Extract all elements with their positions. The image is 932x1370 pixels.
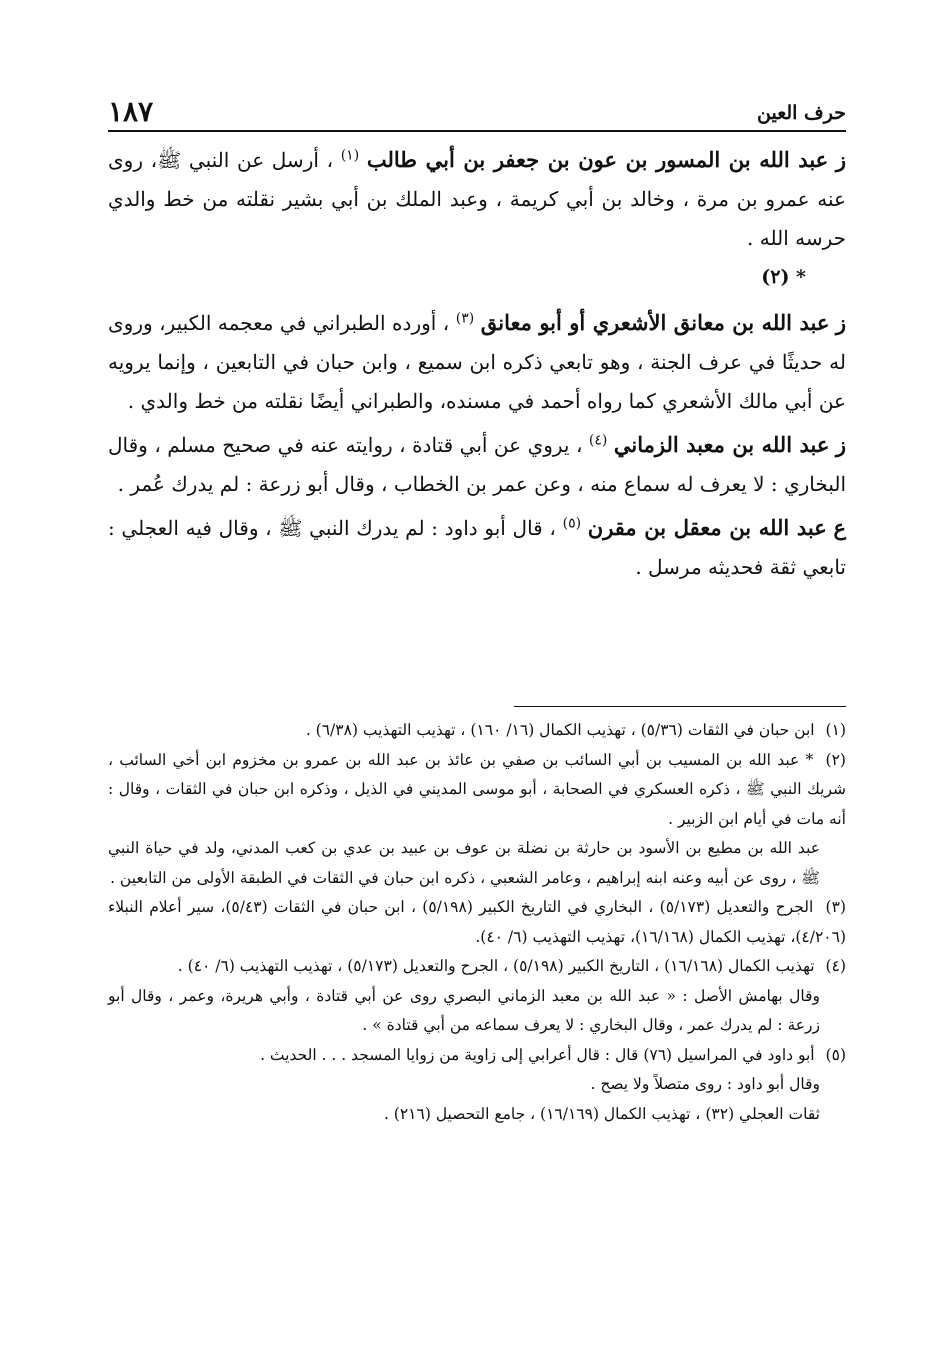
footnote-text: ابن حبان في الثقات (٥/٣٦) ، تهذيب الكمال (١٦/ ١٦٠) ، تهذيب التهذيب (٦/٣٨) .: [305, 721, 815, 739]
entry-2: [108, 303, 846, 421]
entry-name: عبد الله بن معانق الأشعري أو أبو معانق: [480, 310, 830, 335]
page-header: [108, 82, 846, 130]
footnote-text: ثقات العجلي (٣٢) ، تهذيب الكمال (١٦/١٦٩) ، جامع التحصيل (٢١٦) .: [383, 1104, 820, 1123]
footnote-4: [108, 952, 846, 1041]
footnote-ref[interactable]: (١): [340, 147, 360, 164]
entry-name: عبد الله بن معقل بن مقرن: [587, 515, 827, 540]
footnote-text: أبو داود في المراسيل (٧٦) قال : قال أعرابي إلى زاوية من زوايا المسجد . . . الحديث .: [260, 1045, 815, 1064]
main-text: [108, 140, 846, 591]
entry-aside: * (٢): [761, 266, 806, 288]
entry-marker: ز: [835, 432, 847, 457]
entry-name: عبد الله بن المسور بن عون بن جعفر بن أبي طالب: [366, 147, 829, 172]
footnote-ref[interactable]: (٥): [562, 515, 582, 532]
footnote-text: عبد الله بن مطيع بن الأسود بن حارثة بن نضلة بن عوف بن عبيد بن عدي بن كعب المدني، ولد في حياة النبي ﷺ ، روى عن أبيه وعنه ابنه إبراهيم ، وعامر الشعبي ، ذكره ابن حبان في الثقات في الطبقة الأولى من التابعين .: [108, 839, 820, 887]
footnote-text: وقال أبو داود : روى متصلاً ولا يصح .: [590, 1075, 820, 1093]
footnote-text: وقال بهامش الأصل : « عبد الله بن معبد الزماني البصري روى عن أبي قتادة ، وأبي هريرة، وعمر ، وقال أبو زرعة : لم يدرك عمر ، وقال البخاري : لا يعرف سماعه من أبي قتادة » .: [108, 986, 820, 1034]
footnote-3: [108, 893, 846, 952]
entry-3: [108, 425, 846, 504]
entry-text: ، أورده الطبراني في معجمه الكبير، وروى له حديثًا في عرف الجنة ، وهو تابعي ذكره ابن سميع ، وابن حبان في التابعين ، وإنما يرويه عن أبي مالك الأشعري كما رواه أحمد في مسنده، والطبراني أيضًا نقلته من خط والدي .: [108, 311, 846, 413]
entry-text: ، قال أبو داود : لم يدرك النبي ﷺ ، وقال فيه العجلي : تابعي ثقة فحديثه مرسل .: [108, 516, 846, 579]
entry-1: [108, 140, 846, 258]
footnote-ref[interactable]: (٤): [588, 432, 608, 449]
footnote-separator: [514, 706, 846, 707]
footnote-1: [108, 716, 846, 746]
footnote-number: (٥): [825, 1045, 846, 1064]
footnote-number: (١): [825, 721, 846, 739]
entry-marker: ز: [835, 310, 847, 335]
footnote-ref[interactable]: (٣): [455, 310, 475, 327]
entry-name: عبد الله بن معبد الزماني: [613, 432, 830, 457]
header-rule: [108, 130, 846, 132]
entry-4: [108, 508, 846, 587]
entry-text: ، أرسل عن النبي ﷺ، روى عنه عمرو بن مرة ، وخالد بن أبي كريمة ، وعبد الملك بن أبي بشير نقلته من خط والدي حرسه الله .: [108, 148, 846, 250]
footnotes: [108, 716, 846, 1129]
entry-text: ، يروي عن أبي قتادة ، روايته عنه في صحيح مسلم ، وقال البخاري : لا يعرف له سماع منه ، وعن عمر بن الخطاب ، وقال أبو زرعة : لم يدرك عُمر .: [108, 433, 846, 496]
entry-marker: ز: [835, 147, 847, 172]
footnote-text: الجرح والتعديل (٥/١٧٣) ، البخاري في التاريخ الكبير (٥/١٩٨) ، ابن حبان في الثقات (٥/٤٣)، سير أعلام النبلاء (٤/٢٠٦)، تهذيب الكمال (١٦/١٦٨)، تهذيب التهذيب (٦/ ٤٠).: [108, 898, 846, 946]
footnote-text: * عبد الله بن المسيب بن أبي السائب بن صفي بن عائذ بن عبد الله بن عمرو بن مخزوم ابن أخي السائب ، شريك النبي ﷺ ، ذكره العسكري في الصحابة ، أبو موسى المديني في الذيل ، وذكره ابن حبان في الثقات ، وقال : أنه مات في أيام ابن الزبير .: [108, 750, 846, 828]
entry-marker: ع: [833, 515, 847, 540]
footnote-5: [108, 1041, 846, 1130]
running-head: حرف العين: [757, 102, 846, 124]
footnote-number: (٢): [825, 750, 846, 769]
footnote-text: تهذيب الكمال (١٦/١٦٨) ، التاريخ الكبير (٥/١٩٨) ، الجرح والتعديل (٥/١٧٣) ، تهذيب التهذيب (٦/ ٤٠) .: [177, 957, 815, 975]
page-number: ١٨٧: [108, 95, 154, 128]
footnote-number: (٤): [825, 957, 846, 975]
footnote-2: [108, 746, 846, 894]
footnote-number: (٣): [825, 898, 846, 916]
